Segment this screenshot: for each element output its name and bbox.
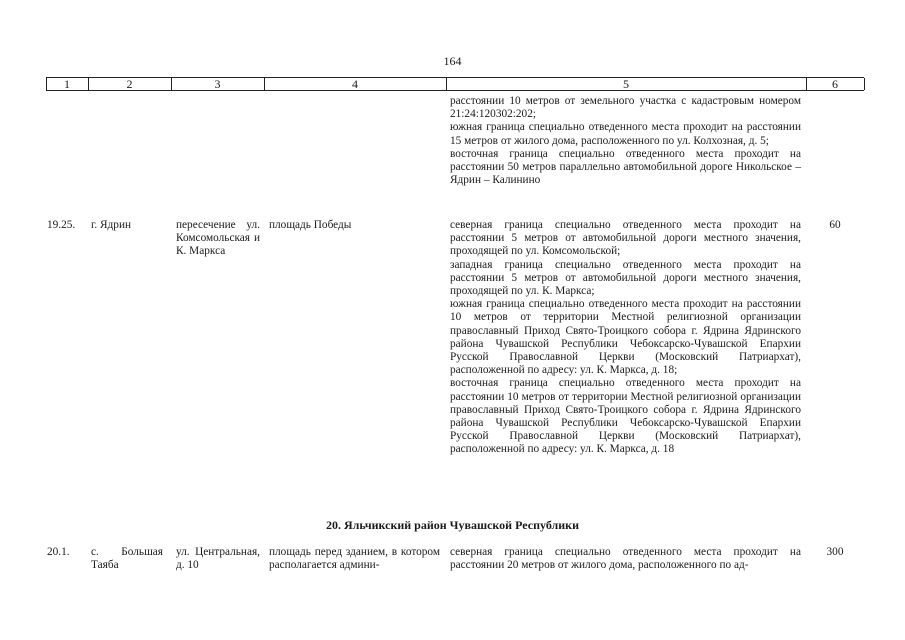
row-number: 20.1. [47,546,70,558]
row-boundaries [450,546,801,572]
boundary-paragraph: северная граница специально отведенного места проходит на расстоянии 20 метров от жилого дома, расположенного по ад- [450,546,801,572]
col-border [864,78,865,90]
section-title: 20. Яльчикский район Чувашской Республики [325,518,579,532]
row-settlement: г. Ядрин [91,219,132,231]
row-place-name: площадь перед зданием, в котором располагается админи- [269,546,440,572]
continuation-description [450,95,801,187]
column-header: 6 [832,77,838,91]
row-distance: 300 [826,546,844,558]
row-boundaries [450,219,801,457]
page-number: 164 [443,54,462,68]
boundary-paragraph: расстоянии 10 метров от земельного участка с кадастровым номером 21:24:120302:202; [450,95,801,121]
column-header: 2 [126,77,133,91]
row-place-name: площадь Победы [269,219,352,231]
boundary-paragraph: восточная граница специально отведенного места проходит на расстоянии 10 метров от территории Местной религиозной организации православный Приход Свято-Троицкого собора г. Ядрина Ядринского района Чувашской Республики Чебоксарско-Чувашской Епархии Русской Православной Церкви (Московский Патриархат), расположенной по адресу: ул. К. Маркса, д. 18 [450,377,801,456]
row-distance: 60 [829,219,841,231]
row-location: пересечение ул. Комсомольская и К. Маркса [176,219,260,258]
column-header: 4 [352,77,358,91]
row-number: 19.25. [47,219,76,231]
column-header: 1 [64,77,70,91]
boundary-paragraph: восточная граница специально отведенного места проходит на расстоянии 50 метров параллельно автомобильной дороге Никольское – Ядрин – Калинино [450,147,801,187]
column-header: 5 [623,77,629,91]
boundary-paragraph: южная граница специально отведенного места проходит на расстоянии 10 метров от территории Местной религиозной организации православный Приход Свято-Троицкого собора г. Ядрина Ядринского района Чувашской Республики Чебоксарско-Чувашской Епархии Русской Православной Церкви (Московский Патриархат), расположенной по адресу: ул. К. Маркса, д. 18; [450,298,801,377]
boundary-paragraph: южная граница специально отведенного места проходит на расстоянии 15 метров от жилого дома, расположенного по ул. Колхозная, д. 5; [450,121,801,147]
row-settlement: с. Большая Таяба [91,546,163,572]
row-location: ул. Центральная, д. 10 [176,546,260,572]
boundary-paragraph: западная граница специально отведенного места проходит на расстоянии 5 метров от автомобильной дороги местного значения, проходящей по ул. К. Маркса; [450,258,801,298]
column-header: 3 [214,77,221,91]
boundary-paragraph: северная граница специально отведенного места проходит на расстоянии 5 метров от автомобильной дороги местного значения, проходящей по ул. Комсомольской; [450,219,801,258]
